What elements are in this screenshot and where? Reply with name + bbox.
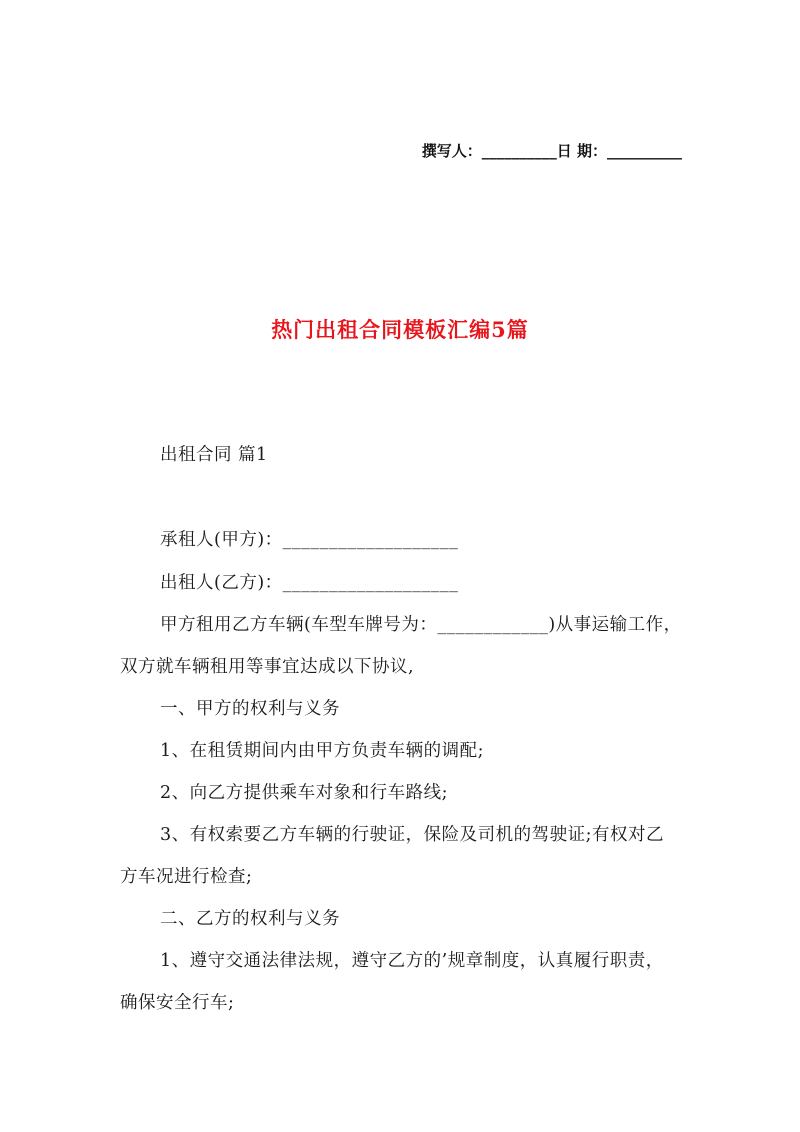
part2-heading: 二、乙方的权利与义务 bbox=[160, 909, 340, 929]
section-heading: 出租合同 篇1 bbox=[160, 445, 268, 465]
part1-item-3-line-1: 3、有权索要乙方车辆的行驶证，保险及司机的驾驶证;有权对乙 bbox=[160, 825, 665, 845]
part1-item-2: 2、向乙方提供乘车对象和行车路线; bbox=[160, 783, 449, 803]
date-label: 日 期： bbox=[556, 142, 607, 160]
date-blank: __________ bbox=[607, 142, 682, 160]
lessor-line: 出租人(乙方)：___________________ bbox=[160, 573, 459, 593]
intro-line-1: 甲方租用乙方车辆(车型车牌号为：____________)从事运输工作， bbox=[160, 615, 682, 635]
part1-item-3-line-2: 方车况进行检查; bbox=[120, 867, 253, 887]
author-blank: __________ bbox=[481, 142, 557, 160]
header-signature-line bbox=[422, 140, 682, 161]
part1-heading: 一、甲方的权利与义务 bbox=[160, 699, 340, 719]
document-title: 热门出租合同模板汇编5篇 bbox=[271, 317, 529, 342]
author-label: 撰写人： bbox=[421, 142, 482, 160]
intro-line-2: 双方就车辆租用等事宜达成以下协议, bbox=[120, 657, 415, 677]
lessee-line: 承租人(甲方)：___________________ bbox=[160, 530, 459, 550]
part2-item-1-line-2: 确保安全行车; bbox=[120, 993, 235, 1013]
part2-item-1-line-1: 1、遵守交通法律法规，遵守乙方的’规章制度，认真履行职责， bbox=[160, 951, 664, 971]
part1-item-1: 1、在租赁期间内由甲方负责车辆的调配; bbox=[160, 741, 485, 761]
